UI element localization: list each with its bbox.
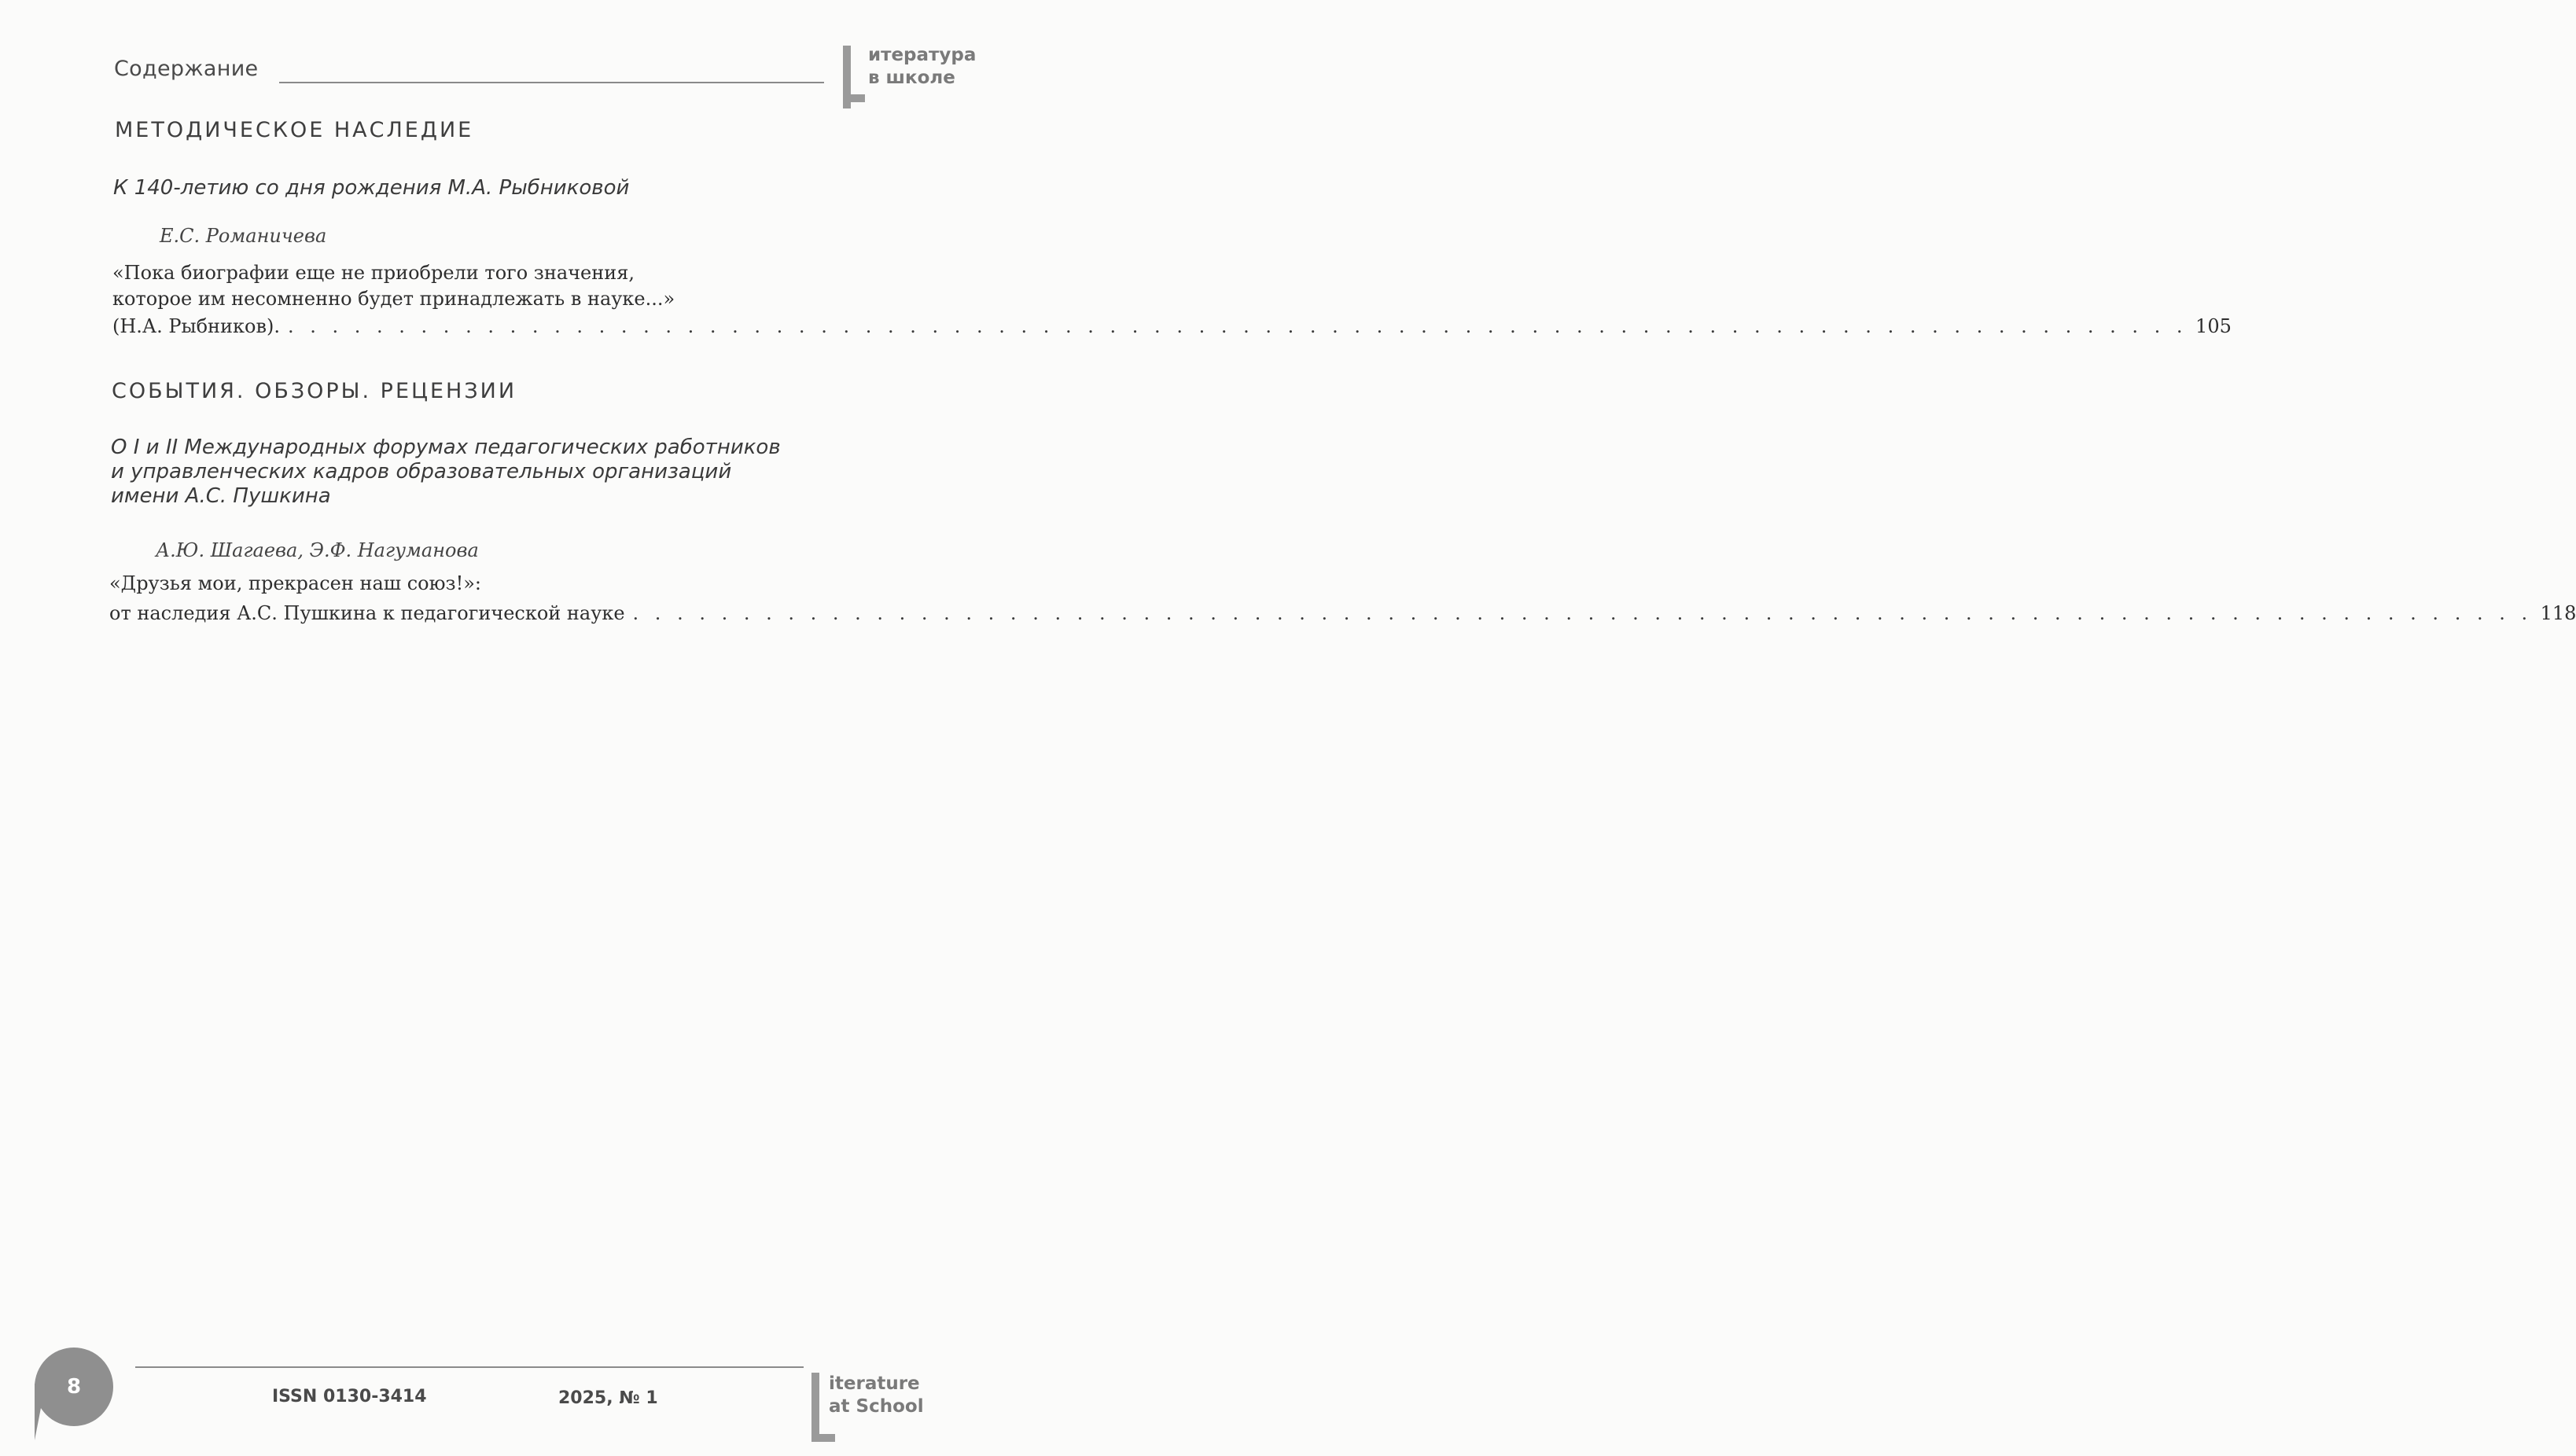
topic-line: и управленческих кадров образовательных организаций <box>111 460 732 483</box>
logo-text <box>868 44 976 90</box>
toc-entry-row[interactable] <box>112 315 2232 337</box>
issn-label: ISSN 0130-3414 <box>272 1387 427 1406</box>
journal-logo-bottom <box>811 1373 969 1443</box>
section-heading: СОБЫТИЯ. ОБЗОРЫ. РЕЦЕНЗИИ <box>112 379 517 403</box>
logo-text <box>829 1373 924 1418</box>
toc-entry-row[interactable] <box>109 602 2576 624</box>
logo-letter-l-foot <box>843 94 865 102</box>
article-title-line: от наследия А.С. Пушкина к педагогической науке <box>109 602 625 624</box>
footer-rule <box>135 1366 804 1368</box>
section-heading: МЕТОДИЧЕСКОЕ НАСЛЕДИЕ <box>115 118 474 142</box>
dot-leader: . . . . . . . . . . . . . . . . . . . . . . . . . . . . . . . . . . . . . . . . . . . . . . . . . . . . . . . . . . . . . . . . . . . . . . . . . . . . . . . . . . . . . . <box>632 602 2533 624</box>
article-title-line: «Друзья мои, прекрасен наш союз!»: <box>109 572 482 594</box>
topic-title <box>111 436 781 509</box>
topic-line: О I и II Международных форумах педагогических работников <box>111 436 781 459</box>
logo-letter-l-stem <box>811 1373 819 1442</box>
topic-title <box>113 176 629 200</box>
running-header-title: Содержание <box>114 57 259 81</box>
page-ref: 105 <box>2195 315 2232 337</box>
article-title-line: (Н.А. Рыбников). <box>112 315 280 337</box>
logo-text-line1: итература <box>868 45 977 65</box>
header-rule <box>279 82 824 83</box>
topic-line: имени А.С. Пушкина <box>111 484 331 508</box>
dot-leader: . . . . . . . . . . . . . . . . . . . . . . . . . . . . . . . . . . . . . . . . . . . . . . . . . . . . . . . . . . . . . . . . . . . . . . . . . . . . . . . . . . . . . . <box>288 315 2188 337</box>
logo-text-line2: в школе <box>868 68 955 88</box>
article-title-line: которое им несомненно будет принадлежать в науке...» <box>112 288 675 310</box>
page-number: 8 <box>66 1375 82 1399</box>
issue-label: 2025, № 1 <box>558 1388 658 1408</box>
journal-logo-top <box>843 45 977 108</box>
article-author: А.Ю. Шагаева, Э.Ф. Нагуманова <box>156 539 479 561</box>
logo-letter-l-foot <box>811 1434 835 1442</box>
topic-line: К 140-летию со дня рождения М.А. Рыбниковой <box>113 176 630 200</box>
article-title-line: «Пока биографии еще не приобрели того значения, <box>112 262 635 284</box>
logo-text-line1: iterature <box>829 1373 920 1394</box>
page-ref: 118 <box>2540 602 2576 624</box>
article-author: Е.С. Романичева <box>160 225 327 247</box>
logo-text-line2: at School <box>829 1396 924 1417</box>
